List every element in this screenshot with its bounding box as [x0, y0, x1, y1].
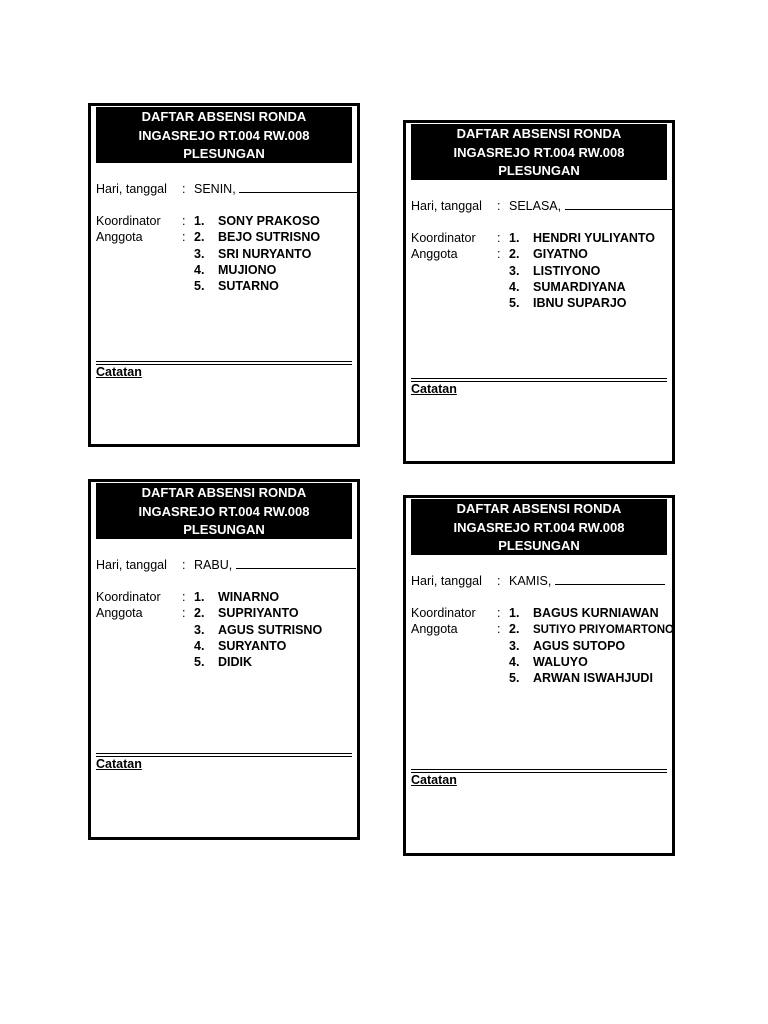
date-row: Hari, tanggal : SENIN,	[96, 180, 359, 197]
date-blank-line	[555, 572, 665, 585]
list-item: 3. SRI NURYANTO	[194, 246, 312, 261]
list-item: 3. AGUS SUTOPO	[509, 638, 626, 653]
attendance-card-senin	[88, 103, 360, 447]
header-area: PLESUNGAN	[498, 163, 580, 178]
date-row: Hari, tanggal : KAMIS,	[411, 572, 665, 589]
member-name: SUTIYO PRIYOMARTONO	[533, 624, 674, 637]
member-list	[411, 605, 674, 686]
header-area: PLESUNGAN	[183, 522, 265, 537]
list-item: 5. ARWAN ISWAHJUDI	[509, 671, 653, 686]
header-title: DAFTAR ABSENSI RONDA	[456, 126, 622, 141]
date-blank-line	[236, 556, 356, 569]
attendance-card-kamis	[403, 495, 675, 856]
list-item: Koordinator : 1. SONY PRAKOSO	[96, 214, 320, 228]
day-value: SELASA,	[509, 199, 562, 213]
notes-label: Catatan	[96, 757, 142, 771]
list-item: 4. SURYANTO	[194, 638, 287, 653]
date-blank-line	[565, 197, 675, 210]
member-list	[411, 230, 655, 311]
list-item: 5. IBNU SUPARJO	[509, 296, 627, 311]
coordinator-label: Koordinator	[411, 606, 476, 620]
list-item: 4. WALUYO	[509, 654, 588, 669]
members-label: Anggota	[96, 606, 143, 621]
notes-label: Catatan	[96, 365, 142, 379]
list-item: 5. DIDIK	[194, 655, 253, 670]
day-value: RABU,	[194, 558, 233, 572]
member-name: DIDIK	[218, 655, 253, 670]
attendance-card-selasa	[403, 120, 675, 464]
member-list	[96, 589, 322, 670]
member-name: SUPRIYANTO	[218, 606, 299, 621]
date-blank-line	[239, 180, 359, 193]
card-header	[96, 483, 352, 539]
member-name: SUTARNO	[218, 279, 279, 294]
list-item: 4. SUMARDIYANA	[509, 279, 626, 294]
members-label: Anggota	[411, 247, 458, 262]
member-name: BEJO SUTRISNO	[218, 230, 321, 245]
coordinator-name: WINARNO	[218, 590, 280, 604]
header-location: INGASREJO RT.004 RW.008	[453, 519, 625, 535]
coordinator-label: Koordinator	[411, 231, 476, 245]
list-item: 3. AGUS SUTRISNO	[194, 622, 323, 637]
date-label: Hari, tanggal	[96, 182, 167, 196]
list-item: 4. MUJIONO	[194, 262, 277, 277]
coordinator-name: SONY PRAKOSO	[218, 214, 320, 228]
member-name: AGUS SUTOPO	[533, 638, 626, 653]
list-item: Koordinator : 1. WINARNO	[96, 590, 280, 604]
member-name: SRI NURYANTO	[218, 246, 312, 261]
date-row: Hari, tanggal : RABU,	[96, 556, 356, 573]
date-label: Hari, tanggal	[411, 199, 482, 213]
day-value: KAMIS,	[509, 574, 552, 588]
member-name: ARWAN ISWAHJUDI	[533, 671, 653, 686]
header-area: PLESUNGAN	[183, 146, 265, 161]
date-label: Hari, tanggal	[96, 558, 167, 572]
list-item: Koordinator : 1. BAGUS KURNIAWAN	[411, 606, 659, 620]
list-item: 3. LISTIYONO	[509, 263, 601, 278]
header-location: INGASREJO RT.004 RW.008	[453, 144, 625, 160]
date-row: Hari, tanggal : SELASA,	[411, 197, 675, 214]
members-label: Anggota	[96, 230, 143, 245]
card-header	[96, 107, 352, 163]
header-area: PLESUNGAN	[498, 538, 580, 553]
members-label: Anggota	[411, 622, 458, 637]
day-value: SENIN,	[194, 182, 236, 196]
attendance-card-rabu	[88, 479, 360, 840]
card-header	[411, 499, 667, 555]
card-header	[411, 124, 667, 180]
header-title: DAFTAR ABSENSI RONDA	[141, 109, 307, 124]
header-location: INGASREJO RT.004 RW.008	[138, 127, 310, 143]
member-name: AGUS SUTRISNO	[218, 622, 323, 637]
member-list	[96, 213, 320, 294]
notes-label: Catatan	[411, 773, 457, 787]
member-name: MUJIONO	[218, 262, 277, 277]
header-location: INGASREJO RT.004 RW.008	[138, 503, 310, 519]
member-name: SURYANTO	[218, 638, 287, 653]
member-name: SUMARDIYANA	[533, 279, 626, 294]
list-item: Koordinator : 1. HENDRI YULIYANTO	[411, 231, 656, 245]
list-item: Anggota : 2. BEJO SUTRISNO	[96, 230, 321, 245]
coordinator-label: Koordinator	[96, 590, 161, 604]
coordinator-label: Koordinator	[96, 214, 161, 228]
list-item: Anggota : 2. SUTIYO PRIYOMARTONO	[411, 622, 674, 637]
coordinator-name: HENDRI YULIYANTO	[533, 231, 656, 245]
notes-label: Catatan	[411, 382, 457, 396]
member-name: LISTIYONO	[533, 263, 601, 278]
member-name: WALUYO	[533, 654, 588, 669]
header-title: DAFTAR ABSENSI RONDA	[141, 485, 307, 500]
header-title: DAFTAR ABSENSI RONDA	[456, 501, 622, 516]
list-item: Anggota : 2. SUPRIYANTO	[96, 606, 299, 621]
member-name: IBNU SUPARJO	[533, 296, 627, 311]
list-item: Anggota : 2. GIYATNO	[411, 247, 588, 262]
member-name: GIYATNO	[533, 247, 588, 262]
coordinator-name: BAGUS KURNIAWAN	[533, 606, 659, 620]
date-label: Hari, tanggal	[411, 574, 482, 588]
list-item: 5. SUTARNO	[194, 279, 279, 294]
